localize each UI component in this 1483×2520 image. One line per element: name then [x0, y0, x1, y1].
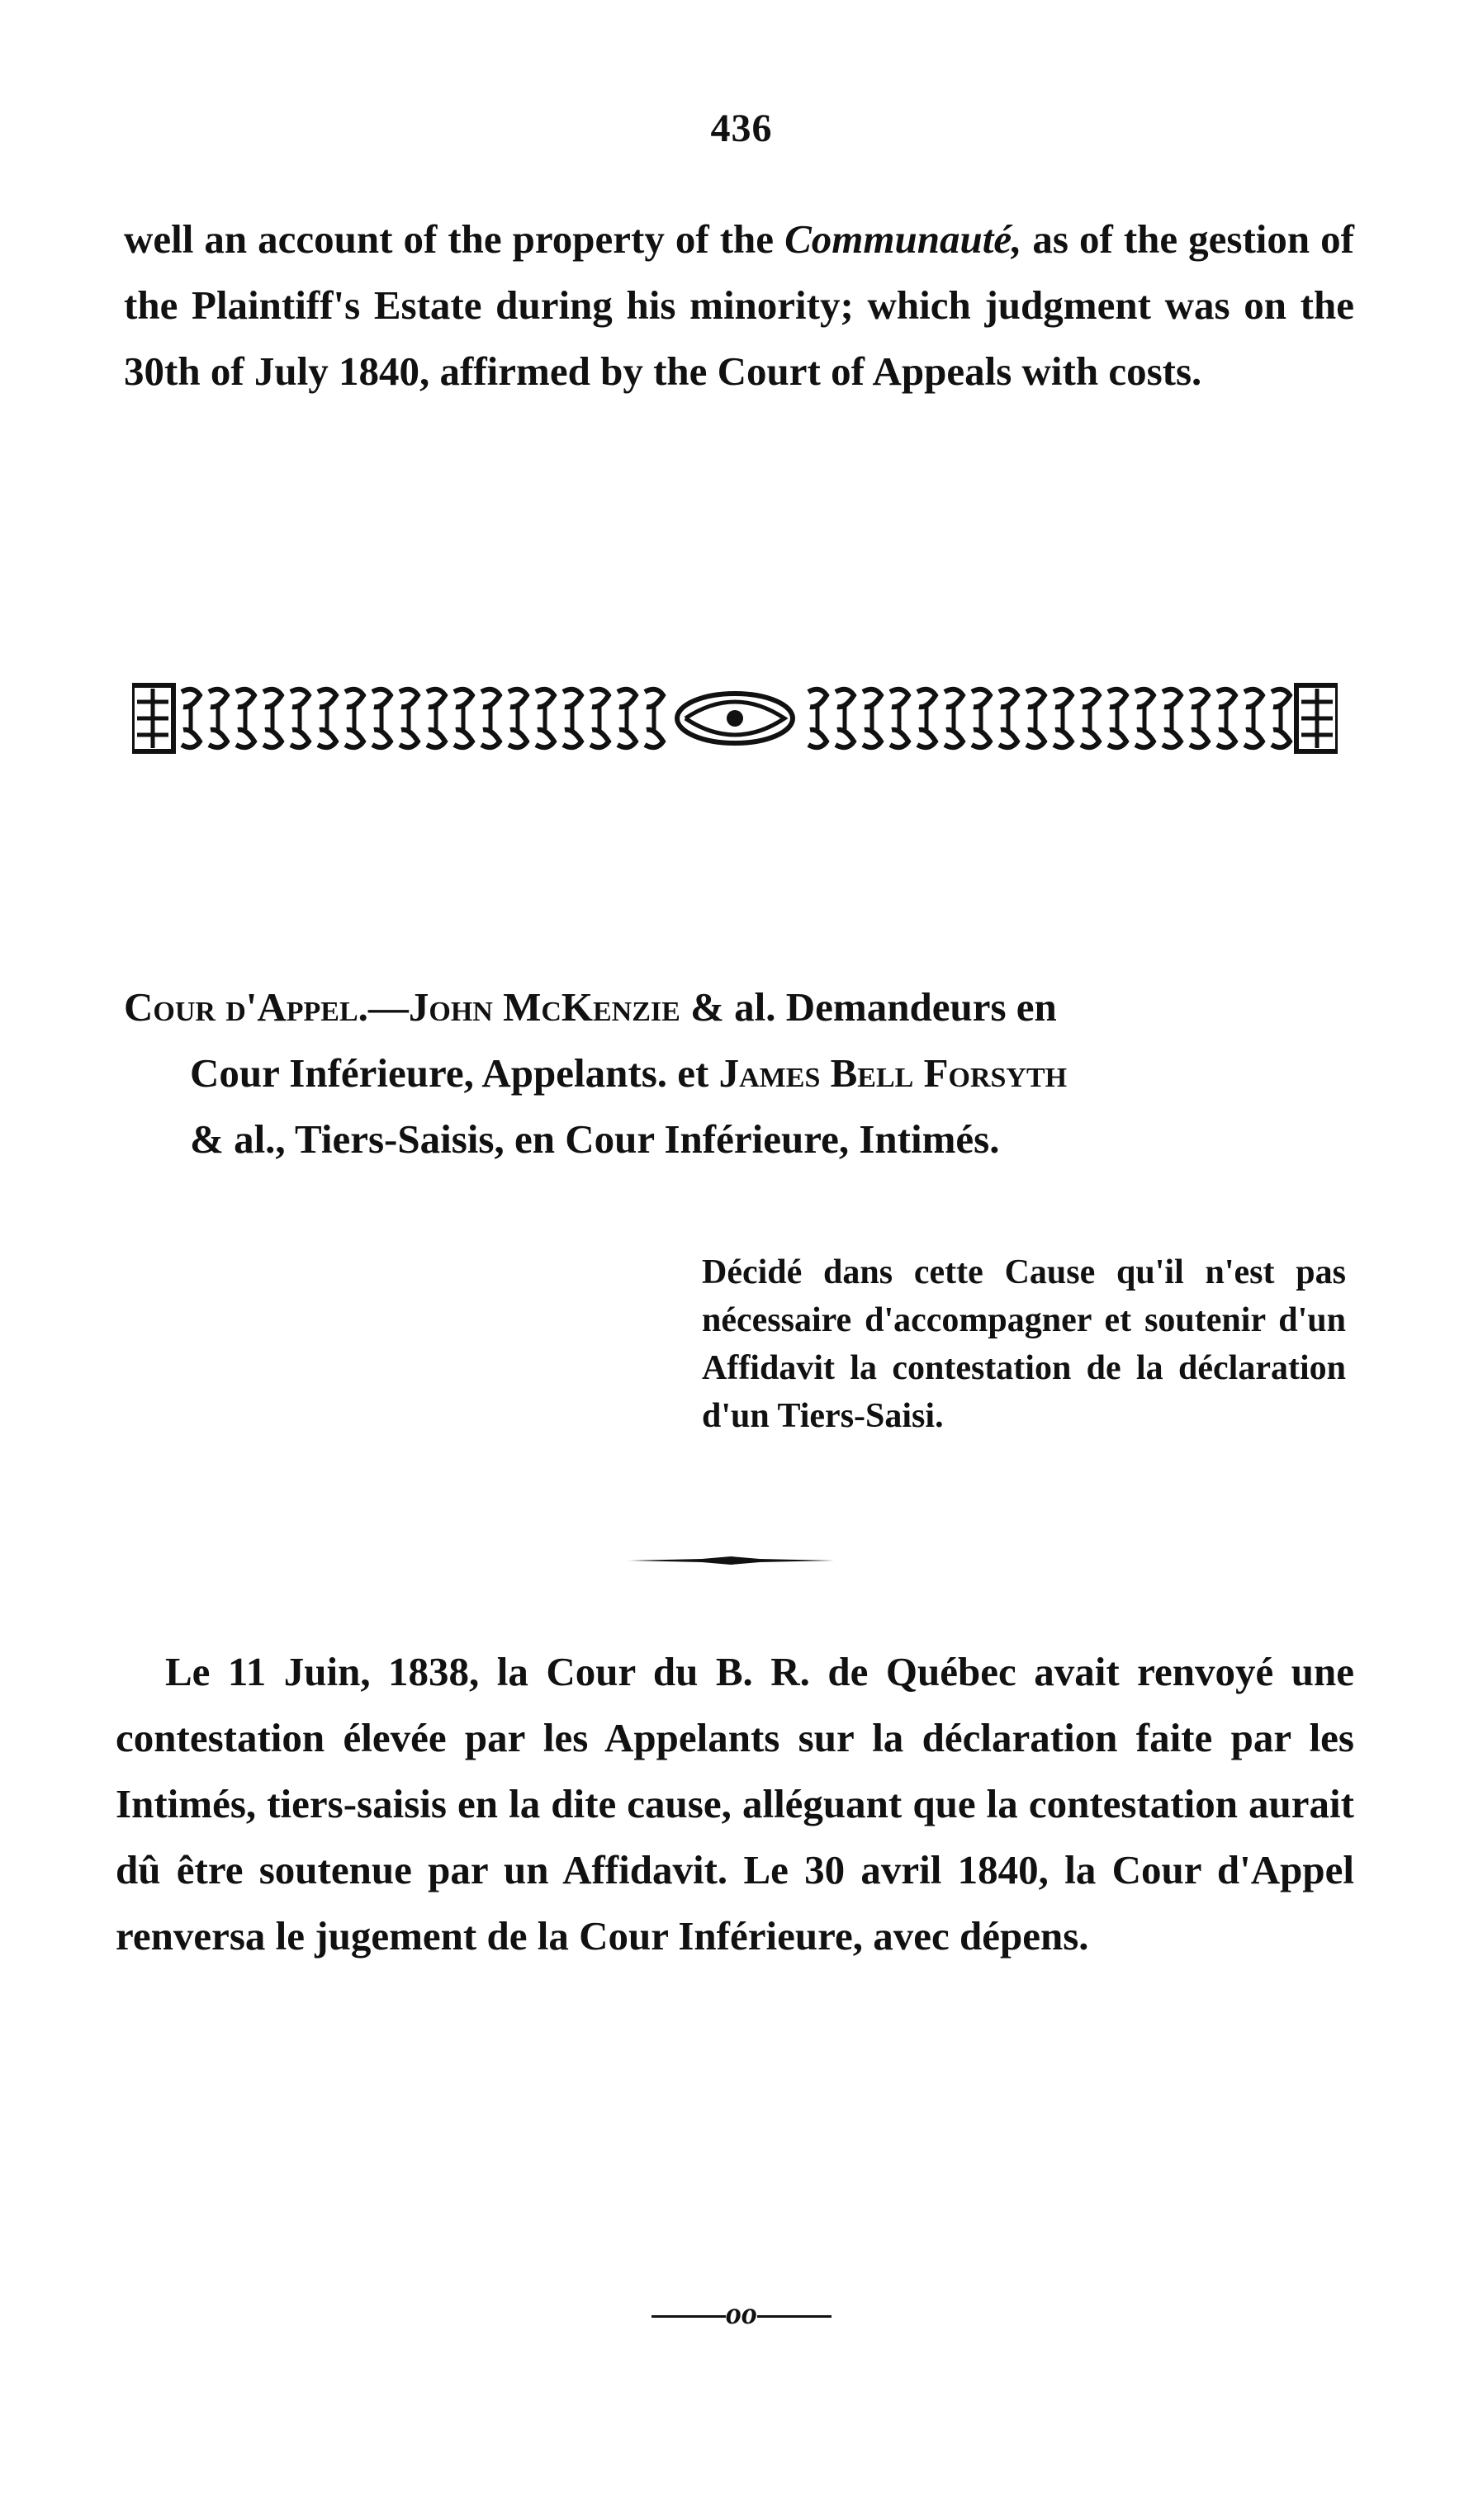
- end-mark-text: oo: [726, 2296, 757, 2331]
- section-rule: [628, 1552, 834, 1569]
- continuation-text-end: as of the gestion of the Plaintiff's Estate during his minority; which judgment was on the 30th of July 1840, affirmed by the Court of Appeals with costs.: [124, 216, 1354, 394]
- end-dash-right: [757, 2315, 832, 2318]
- end-mark: [0, 2295, 1483, 2332]
- continuation-italic-term: Communauté,: [784, 216, 1022, 262]
- case-heading-line-3: & al., Tiers-Saisis, en Cour Inférieure, Intimés.: [190, 1116, 1000, 1162]
- continuation-text-start: well an account of the property of the: [124, 216, 785, 262]
- continuation-paragraph: [124, 206, 1354, 405]
- end-dash-left: [651, 2315, 726, 2318]
- case-summary: Décidé dans cette Cause qu'il n'est pas nécessaire d'accompagner et soutenir d'un Affidavit la contestation de la déclaration d'un Tiers-Saisi.: [702, 1253, 1346, 1435]
- ornamental-divider: [132, 677, 1338, 760]
- case-heading-line-2: [124, 1040, 1354, 1106]
- heading-line-2-start: Cour Inférieure, Appelants. et: [190, 1050, 719, 1096]
- appellant-name: John McKenzie: [408, 984, 680, 1030]
- respondent-name: James Bell Forsyth: [718, 1050, 1068, 1096]
- tapered-rule-icon: [628, 1552, 834, 1569]
- page-number: 436: [710, 107, 773, 150]
- court-name: Cour d'Appel.: [124, 984, 368, 1030]
- heading-dash: —: [367, 984, 409, 1030]
- judgment-paragraph: Le 11 Juin, 1838, la Cour du B. R. de Québec avait renvoyé une contestation élevée par les Appelants sur la déclaration faite par les Intimés, tiers-saisis en la dite cause, alléguant que la contestation aurait dû être soutenue par un Affidavit. Le 30 avril 1840, la Cour d'Appel renversa le jugement de la Cour Inférieure, avec dépens.: [116, 1649, 1354, 1959]
- case-heading: [124, 974, 1354, 1172]
- ornament-border-icon: [132, 677, 1338, 760]
- heading-line-1-rest: & al. Demandeurs en: [680, 984, 1057, 1030]
- case-heading-line-1: [124, 974, 1354, 1040]
